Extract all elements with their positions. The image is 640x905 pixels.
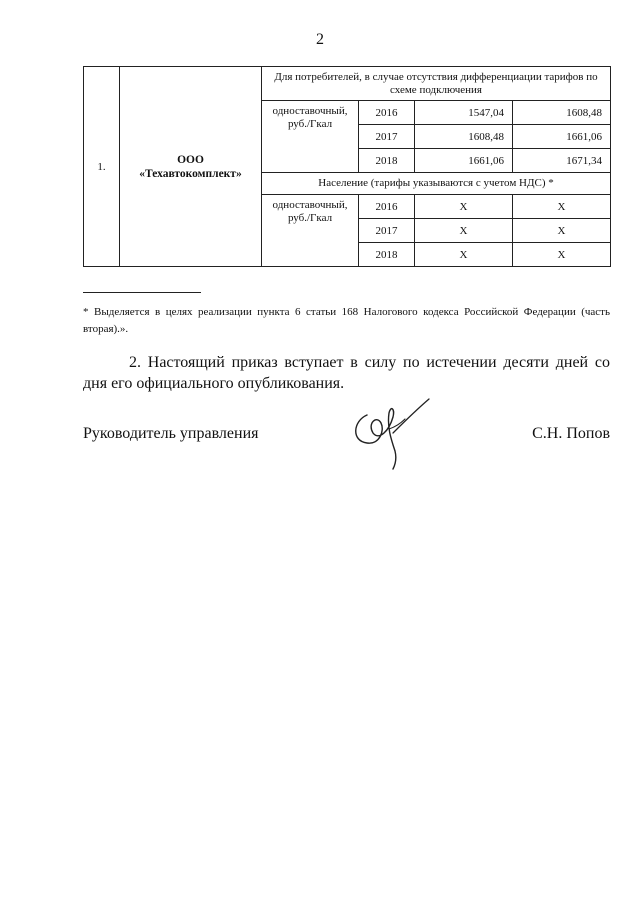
tariff-value-second: Х (513, 219, 611, 243)
footnote: * Выделяется в целях реализации пункта 6 статьи 168 Налогового кодекса Российской Федерации (часть вторая).». (83, 306, 610, 335)
year-cell: 2016 (359, 195, 415, 219)
signer-title: Руководитель управления (83, 425, 259, 442)
footnote-divider (83, 292, 201, 293)
year-cell: 2017 (359, 219, 415, 243)
tariff-value-second: Х (513, 243, 611, 267)
organization-cell (120, 67, 262, 267)
tariff-value-second: Х (513, 195, 611, 219)
section-header-population: Население (тарифы указываются с учетом НДС) * (262, 173, 611, 195)
tariff-value-first: Х (415, 219, 513, 243)
year-cell: 2018 (359, 243, 415, 267)
year-cell: 2018 (359, 149, 415, 173)
tariff-value-first: 1661,06 (415, 149, 513, 173)
tariff-value-first: 1608,48 (415, 125, 513, 149)
handwritten-signature (345, 393, 440, 473)
tariff-table (83, 66, 611, 267)
tariff-value-first: Х (415, 243, 513, 267)
tariff-value-first: Х (415, 195, 513, 219)
tariff-value-first: 1547,04 (415, 101, 513, 125)
rate-type-cell: одноставочный, руб./Гкал (262, 101, 359, 173)
row-index: 1. (84, 67, 120, 267)
organization-name: «Техавтокомплект» (139, 167, 242, 180)
organization-form: ООО (177, 153, 204, 166)
signer-name: С.Н. Попов (532, 425, 610, 442)
year-cell: 2016 (359, 101, 415, 125)
tariff-value-second: 1608,48 (513, 101, 611, 125)
page-number: 2 (316, 31, 324, 48)
rate-type-cell: одноставочный, руб./Гкал (262, 195, 359, 267)
tariff-value-second: 1661,06 (513, 125, 611, 149)
year-cell: 2017 (359, 125, 415, 149)
tariff-value-second: 1671,34 (513, 149, 611, 173)
section-header-consumers: Для потребителей, в случае отсутствия дифференциации тарифов по схеме подключения (262, 67, 611, 101)
order-paragraph: 2. Настоящий приказ вступает в силу по истечении десяти дней со дня его официального опубликования. (83, 354, 610, 392)
table-row (84, 67, 611, 101)
